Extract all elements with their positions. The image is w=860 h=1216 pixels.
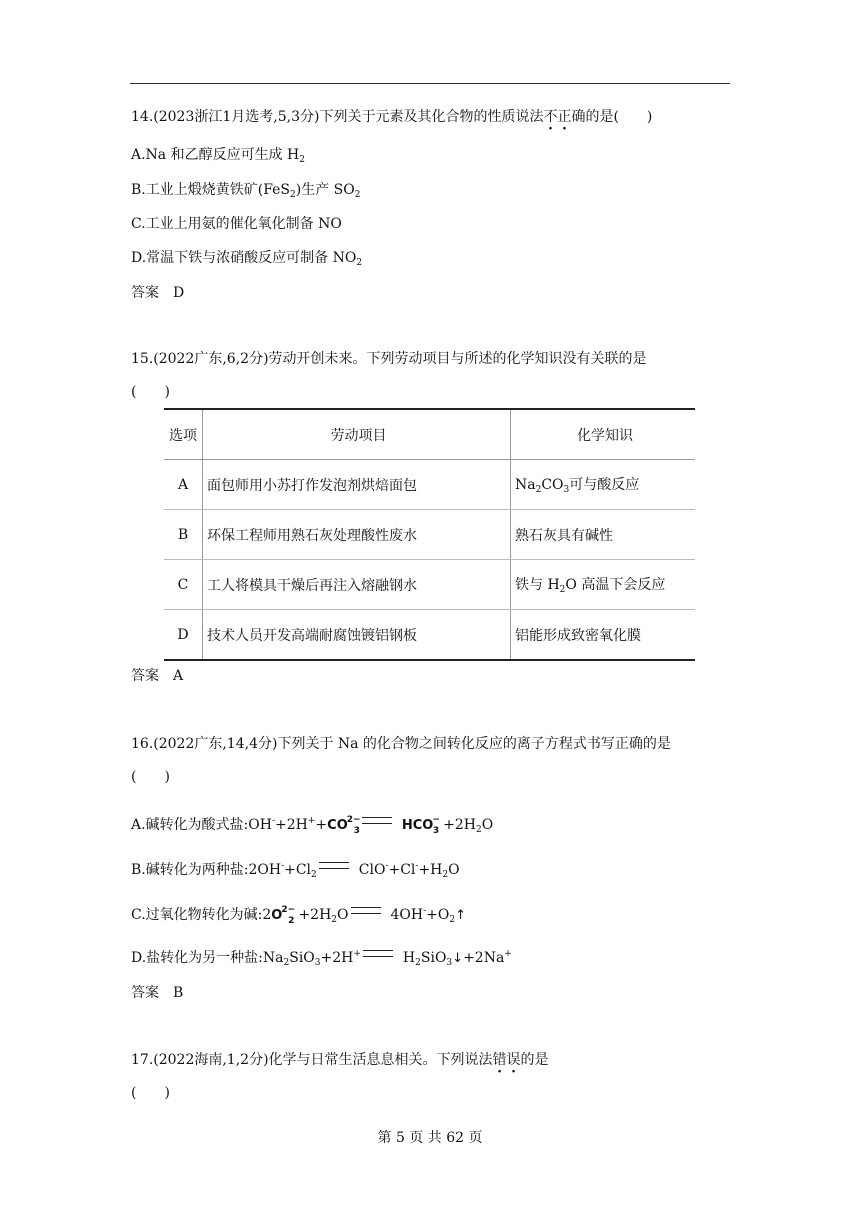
- table-cell-option: B: [164, 510, 203, 560]
- q16-paren: ( ): [131, 769, 170, 785]
- q16-option-a: A.碱转化为酸式盐$:OH^-+2H^++CO^{2-}_3$ $HCO^-_3 +2H_2O$: [131, 815, 494, 836]
- table-cell-item: 面包师用小苏打作发泡剂烘焙面包: [203, 460, 511, 510]
- table-row: [164, 510, 695, 560]
- emphasis-dot-char: 误: [506, 1052, 521, 1068]
- q15-stem: 15.(2022广东,6,2分)劳动开创未来。下列劳动项目与所述的化学知识没有关联的是: [131, 351, 647, 367]
- emphasis-dot-char: 不: [543, 109, 558, 125]
- q15-paren: ( ): [131, 384, 170, 400]
- q16-answer: 答案 B: [131, 985, 184, 1001]
- q16-option-c: C.过氧化物转化为碱$:2O^{2-}_2 +2H_2O$ $4OH^-+O_2↑$: [131, 905, 467, 926]
- table-row: [164, 560, 695, 610]
- table-row: [164, 460, 695, 510]
- q16-stem: 16.(2022广东,14,4分)下列关于 Na 的化合物之间转化反应的离子方程式书写正确的是: [131, 736, 671, 752]
- q14-option-d: D.常温下铁与浓硝酸反应可制备 $NO_2$: [131, 250, 363, 268]
- table-cell-option: D: [164, 610, 203, 661]
- page-footer: 第 5 页 共 62 页: [377, 1130, 483, 1146]
- table-row: [164, 610, 695, 661]
- table-header: 选项: [164, 409, 203, 460]
- equals-sign: [351, 907, 381, 914]
- q14-option-c: C.工业上用氨的催化氧化制备 NO: [131, 216, 342, 232]
- q15-table: [164, 408, 695, 661]
- table-cell-knowledge: 熟石灰具有碱性: [511, 510, 696, 560]
- q14-option-a: A.Na 和乙醇反应可生成 $H_2$: [131, 147, 306, 165]
- equals-sign: [363, 950, 393, 957]
- q14-stem: 14.(2023浙江1月选考,5,3分)下列关于元素及其化合物的性质说法不正确的是( ): [131, 109, 653, 125]
- q17-paren: ( ): [131, 1085, 170, 1101]
- table-cell-knowledge: 铝能形成致密氧化膜: [511, 610, 696, 661]
- table-cell-item: 工人将模具干燥后再注入熔融钢水: [203, 560, 511, 610]
- table-header: 化学知识: [511, 409, 696, 460]
- equals-sign: [319, 862, 349, 869]
- table-cell-option: A: [164, 460, 203, 510]
- table-cell-knowledge: 铁与 $H_2O$ 高温下会反应: [511, 560, 696, 610]
- equals-sign: [362, 817, 392, 824]
- table-cell-knowledge: $Na_2CO_3$可与酸反应: [511, 460, 696, 510]
- gas-up-arrow-icon: ↑: [455, 908, 467, 923]
- table-header: 劳动项目: [203, 409, 511, 460]
- table-header-row: [164, 409, 695, 460]
- emphasis-dot-char: 错: [492, 1052, 507, 1068]
- precipitate-down-arrow-icon: ↓: [452, 951, 464, 966]
- emphasis-dot-char: 正: [557, 109, 572, 125]
- header-rule: [130, 83, 730, 84]
- q17-stem: 17.(2022海南,1,2分)化学与日常生活息息相关。下列说法错误的是: [131, 1052, 549, 1068]
- q14-option-b: B.工业上煅烧黄铁矿(FeS$_2$)生产 $SO_2$: [131, 182, 361, 200]
- q16-option-d: D.盐转化为另一种盐$:Na_2SiO_3+2H^+$ $H_2SiO_3↓+2Na^+$: [131, 949, 512, 968]
- q16-option-b: B.碱转化为两种盐$:2OH^-+Cl_2$ $ClO^-+Cl^-+H_2O$: [131, 861, 460, 880]
- q14-answer: 答案 D: [131, 285, 185, 301]
- table-cell-item: 环保工程师用熟石灰处理酸性废水: [203, 510, 511, 560]
- table-cell-item: 技术人员开发高端耐腐蚀镀铝钢板: [203, 610, 511, 661]
- q15-answer: 答案 A: [131, 668, 184, 684]
- table-cell-option: C: [164, 560, 203, 610]
